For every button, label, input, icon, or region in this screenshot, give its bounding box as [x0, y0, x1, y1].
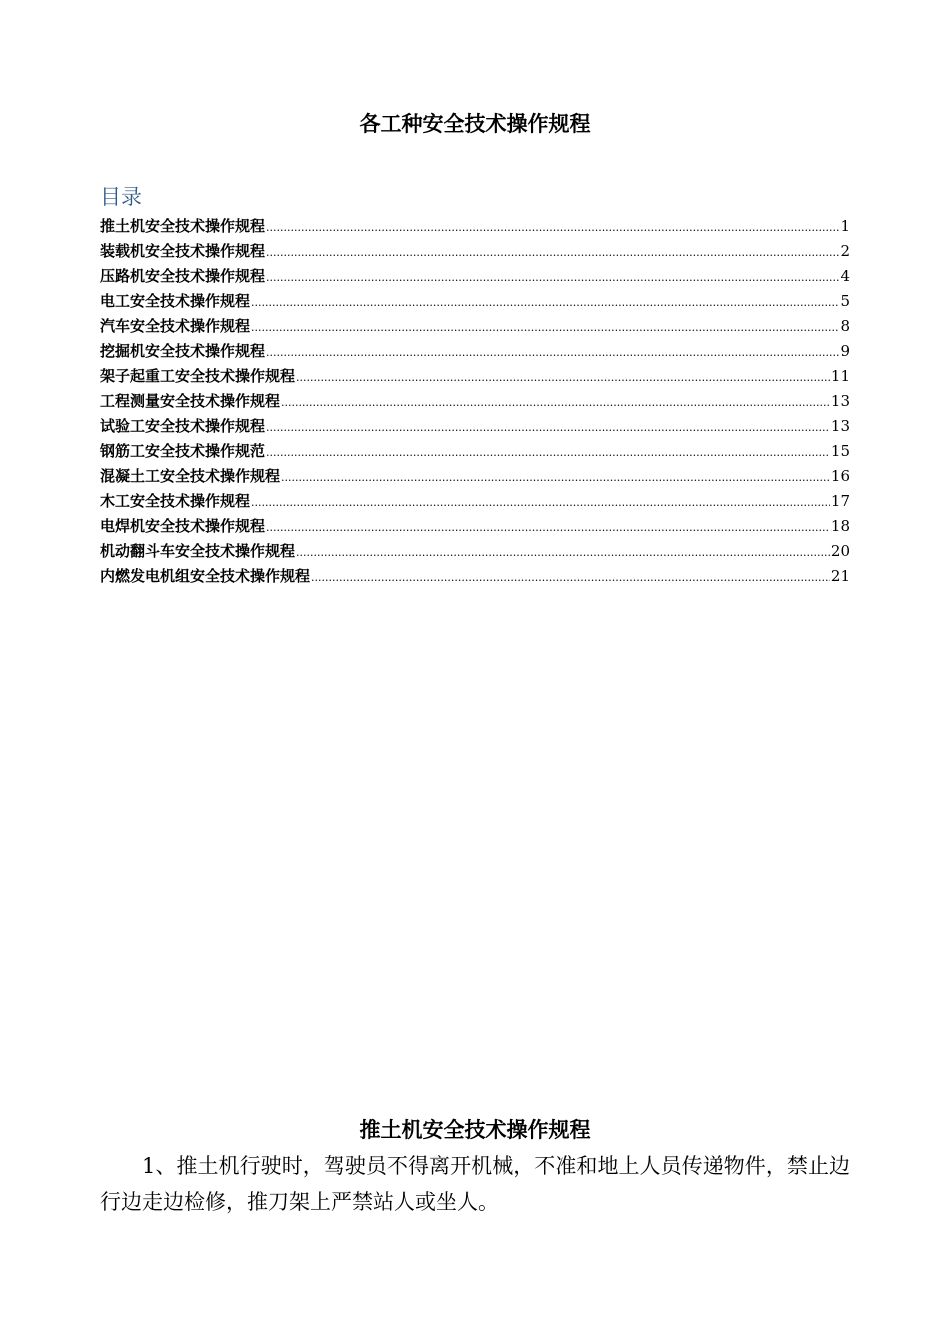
toc-entry[interactable]: [100, 364, 850, 389]
table-of-contents: [100, 214, 850, 589]
toc-entry[interactable]: [100, 464, 850, 489]
toc-dot-leader: [251, 315, 839, 340]
toc-entry-label: 架子起重工安全技术操作规程: [100, 367, 296, 385]
toc-entry-page: 5: [840, 292, 850, 310]
toc-entry-label: 汽车安全技术操作规程: [100, 317, 251, 335]
toc-entry[interactable]: [100, 214, 850, 239]
toc-dot-leader: [311, 565, 830, 590]
toc-entry-page: 13: [830, 392, 850, 410]
toc-dot-leader: [266, 415, 830, 440]
toc-entry[interactable]: [100, 314, 850, 339]
toc-dot-leader: [266, 215, 839, 240]
toc-entry-label: 混凝土工安全技术操作规程: [100, 467, 281, 485]
toc-entry-label: 装载机安全技术操作规程: [100, 242, 266, 260]
toc-heading: 目录: [100, 185, 142, 209]
body-paragraph: 1、推土机行驶时，驾驶员不得离开机械，不准和地上人员传递物件，禁止边行边走边检修，推刀架上严禁站人或坐人。: [100, 1154, 850, 1214]
toc-entry-page: 8: [840, 317, 850, 335]
toc-entry-label: 机动翻斗车安全技术操作规程: [100, 542, 296, 560]
toc-dot-leader: [266, 240, 839, 265]
toc-dot-leader: [281, 390, 830, 415]
toc-entry-page: 21: [830, 567, 850, 585]
toc-entry-label: 试验工安全技术操作规程: [100, 417, 266, 435]
toc-entry[interactable]: [100, 514, 850, 539]
toc-entry[interactable]: [100, 339, 850, 364]
toc-dot-leader: [266, 340, 839, 365]
toc-entry-page: 2: [840, 242, 850, 260]
toc-entry-label: 压路机安全技术操作规程: [100, 267, 266, 285]
toc-entry-page: 20: [830, 542, 850, 560]
toc-entry-page: 16: [830, 467, 850, 485]
toc-entry-page: 11: [830, 367, 850, 385]
toc-dot-leader: [281, 465, 830, 490]
toc-entry-label: 工程测量安全技术操作规程: [100, 392, 281, 410]
toc-entry-label: 内燃发电机组安全技术操作规程: [100, 567, 311, 585]
toc-entry-page: 15: [830, 442, 850, 460]
toc-entry-label: 木工安全技术操作规程: [100, 492, 251, 510]
toc-entry[interactable]: [100, 289, 850, 314]
toc-entry-page: 4: [840, 267, 850, 285]
toc-dot-leader: [251, 290, 839, 315]
toc-entry-page: 13: [830, 417, 850, 435]
toc-entry[interactable]: [100, 439, 850, 464]
section-title: 推土机安全技术操作规程: [359, 1117, 591, 1142]
toc-entry[interactable]: [100, 239, 850, 264]
toc-entry-label: 推土机安全技术操作规程: [100, 217, 266, 235]
toc-entry-label: 挖掘机安全技术操作规程: [100, 342, 266, 360]
toc-dot-leader: [266, 515, 830, 540]
toc-entry-label: 钢筋工安全技术操作规范: [100, 442, 266, 460]
toc-dot-leader: [296, 365, 830, 390]
toc-entry[interactable]: [100, 564, 850, 589]
toc-entry-label: 电工安全技术操作规程: [100, 292, 251, 310]
toc-entry[interactable]: [100, 539, 850, 564]
toc-entry[interactable]: [100, 264, 850, 289]
toc-entry-page: 17: [830, 492, 850, 510]
toc-entry[interactable]: [100, 389, 850, 414]
toc-entry-page: 9: [840, 342, 850, 360]
toc-entry-page: 1: [840, 217, 850, 235]
toc-dot-leader: [251, 490, 830, 515]
document-title: 各工种安全技术操作规程: [359, 111, 591, 136]
toc-dot-leader: [266, 440, 830, 465]
toc-dot-leader: [266, 265, 839, 290]
toc-entry-label: 电焊机安全技术操作规程: [100, 517, 266, 535]
toc-entry-page: 18: [830, 517, 850, 535]
toc-dot-leader: [296, 540, 830, 565]
toc-entry[interactable]: [100, 489, 850, 514]
toc-entry[interactable]: [100, 414, 850, 439]
